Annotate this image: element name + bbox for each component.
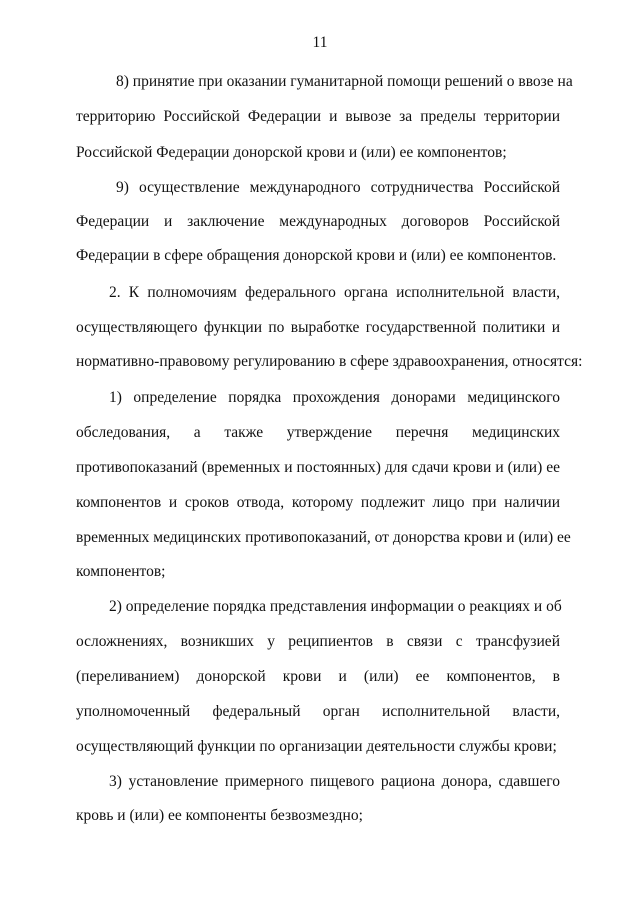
text-line: кровь и (или) ее компоненты безвозмездно; bbox=[76, 807, 363, 824]
text-line: 2. К полномочиям федерального органа исполнительной власти, bbox=[109, 284, 560, 301]
text-line: 2) определение порядка представления информации о реакциях и об bbox=[109, 598, 562, 615]
text-line: 1) определение порядка прохождения донорами медицинского bbox=[109, 389, 560, 406]
text-line: 8) принятие при оказании гуманитарной помощи решений о ввозе на bbox=[116, 73, 573, 90]
text-line: уполномоченный федеральный орган исполнительной власти, bbox=[76, 703, 560, 720]
text-line: территорию Российской Федерации и вывозе за пределы территории bbox=[76, 108, 560, 125]
text-line: осуществляющий функции по организации деятельности службы крови; bbox=[76, 738, 557, 755]
text-line: компонентов; bbox=[76, 563, 166, 580]
text-line: осложнениях, возникших у реципиентов в связи с трансфузией bbox=[76, 633, 560, 650]
text-line: обследования, а также утверждение перечня медицинских bbox=[76, 424, 560, 441]
text-line: компонентов и сроков отвода, которому подлежит лицо при наличии bbox=[76, 494, 560, 511]
text-line: нормативно-правовому регулированию в сфере здравоохранения, относятся: bbox=[76, 353, 583, 370]
text-line: Федерации и заключение международных договоров Российской bbox=[76, 213, 560, 230]
text-line: противопоказаний (временных и постоянных) для сдачи крови и (или) ее bbox=[76, 459, 560, 476]
text-line: 9) осуществление международного сотрудничества Российской bbox=[116, 179, 560, 196]
text-line: Федерации в сфере обращения донорской крови и (или) ее компонентов. bbox=[76, 247, 557, 264]
text-line: Российской Федерации донорской крови и (или) ее компонентов; bbox=[76, 144, 507, 161]
text-line: временных медицинских противопоказаний, от донорства крови и (или) ее bbox=[76, 529, 571, 546]
page-number: 11 bbox=[312, 34, 328, 51]
text-line: 3) установление примерного пищевого рациона донора, сдавшего bbox=[109, 773, 560, 790]
text-line: (переливанием) донорской крови и (или) ее компонентов, в bbox=[76, 668, 560, 685]
text-line: осуществляющего функции по выработке государственной политики и bbox=[76, 319, 560, 336]
